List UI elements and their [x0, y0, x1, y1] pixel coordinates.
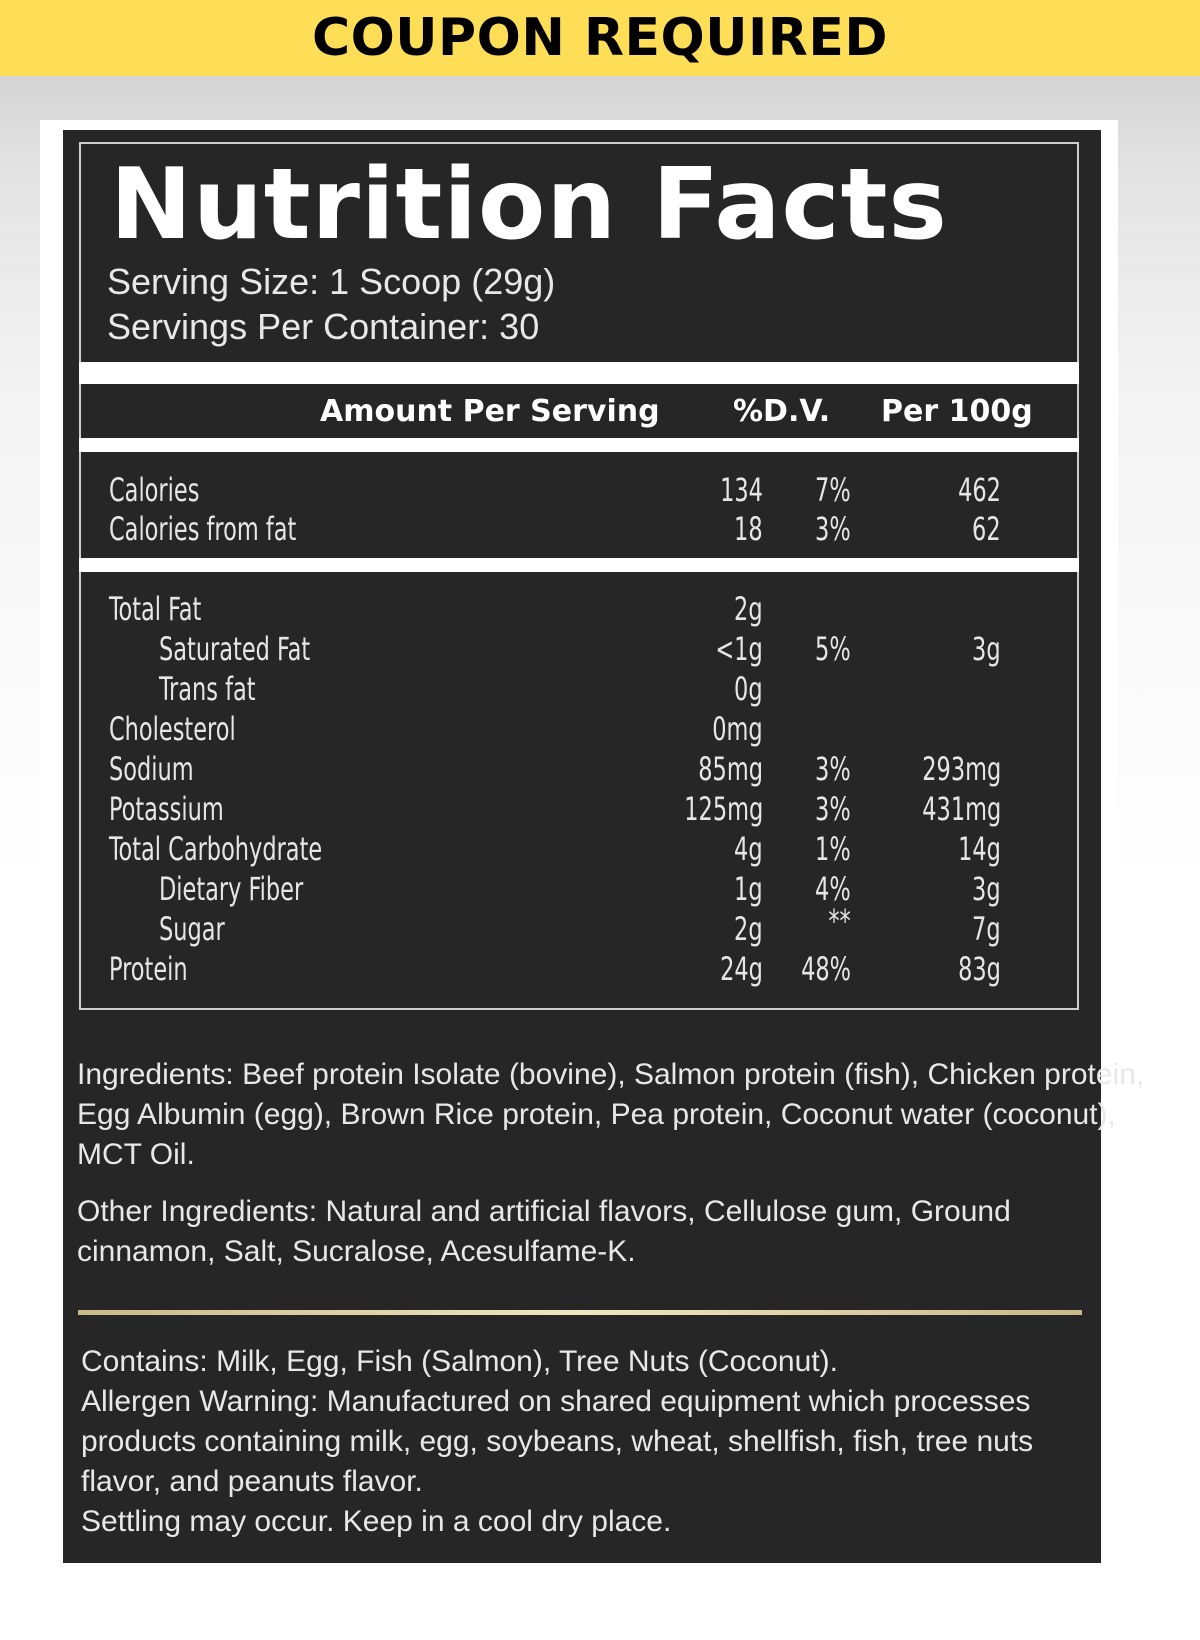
daily-value: 1%: [815, 830, 851, 868]
allergen-line: Contains: Milk, Egg, Fish (Salmon), Tree Nuts (Coconut).: [81, 1345, 838, 1378]
ingredients-line: Egg Albumin (egg), Brown Rice protein, Pea protein, Coconut water (coconut),: [77, 1098, 1116, 1131]
amount-per-serving: 125mg: [684, 790, 763, 828]
amount-per-serving: <1g: [715, 630, 763, 668]
allergen-line: Settling may occur. Keep in a cool dry place.: [81, 1505, 672, 1538]
per-100g: 3g: [972, 630, 1001, 668]
per-100g: 83g: [958, 950, 1001, 988]
daily-value: 3%: [815, 790, 851, 828]
other-ingredients-line: cinnamon, Salt, Sucralose, Acesulfame-K.: [77, 1235, 636, 1268]
nutrient-name: Dietary Fiber: [159, 870, 304, 908]
amount-per-serving: 0mg: [712, 710, 763, 748]
column-header-dv: %D.V.: [733, 394, 831, 429]
ingredients-text: [77, 1055, 1145, 1175]
amount-per-serving: 24g: [720, 950, 763, 988]
per-100g: 293mg: [922, 750, 1001, 788]
serving-size: Serving Size: 1 Scoop (29g): [107, 261, 556, 302]
nutrient-row: [79, 829, 1079, 869]
ingredients-line: MCT Oil.: [77, 1138, 195, 1171]
per-100g: 462: [958, 471, 1001, 509]
allergen-text: [81, 1342, 1091, 1542]
daily-value: **: [828, 902, 851, 940]
nutrient-row: [79, 709, 1079, 749]
daily-value: 7%: [815, 471, 851, 509]
nutrient-row: [79, 629, 1079, 669]
amount-per-serving: 2g: [734, 910, 763, 948]
nutrient-row: [79, 589, 1079, 629]
amount-per-serving: 18: [734, 510, 763, 548]
per-100g: 431mg: [922, 790, 1001, 828]
nutrient-row: [79, 789, 1079, 829]
daily-value: 3%: [815, 510, 851, 548]
nutrient-row: [79, 749, 1079, 789]
amount-per-serving: 85mg: [698, 750, 763, 788]
nutrient-row: [79, 669, 1079, 709]
nutrient-name: Cholesterol: [109, 710, 236, 748]
daily-value: 3%: [815, 750, 851, 788]
nutrient-name: Potassium: [109, 790, 224, 828]
nutrient-row: [79, 869, 1079, 909]
per-100g: 7g: [972, 910, 1001, 948]
ingredients-line: Ingredients: Beef protein Isolate (bovine), Salmon protein (fish), Chicken protein,: [77, 1058, 1145, 1091]
allergen-line: products containing milk, egg, soybeans, wheat, shellfish, fish, tree nuts: [81, 1425, 1034, 1458]
nutrient-name: Sugar: [159, 910, 225, 948]
amount-per-serving: 1g: [734, 870, 763, 908]
nutrient-row: [79, 470, 1079, 510]
nutrient-name: Protein: [109, 950, 188, 988]
amount-per-serving: 2g: [734, 590, 763, 628]
daily-value: 5%: [815, 630, 851, 668]
amount-per-serving: 134: [720, 471, 763, 509]
amount-per-serving: 4g: [734, 830, 763, 868]
allergen-line: flavor, and peanuts flavor.: [81, 1465, 423, 1498]
header-divider: [79, 438, 1079, 452]
column-header-amount: Amount Per Serving: [320, 394, 660, 429]
nutrient-name: Calories: [109, 471, 200, 509]
nutrient-name: Trans fat: [159, 670, 256, 708]
nutrient-name: Total Carbohydrate: [109, 830, 323, 868]
gold-divider: [78, 1310, 1082, 1315]
column-header-per100g: Per 100g: [881, 394, 1033, 429]
nutrient-row: [79, 902, 1079, 949]
daily-value: 4%: [815, 870, 851, 908]
allergen-line: Allergen Warning: Manufactured on shared equipment which processes: [81, 1385, 1031, 1418]
nutrient-name: Total Fat: [109, 590, 202, 628]
thick-divider: [79, 362, 1079, 384]
nutrient-name: Calories from fat: [109, 510, 297, 548]
servings-per-container: Servings Per Container: 30: [107, 306, 540, 347]
per-100g: 62: [972, 510, 1001, 548]
nutrient-name: Saturated Fat: [159, 630, 311, 668]
coupon-banner-text: COUPON REQUIRED: [311, 8, 889, 68]
per-100g: 14g: [958, 830, 1001, 868]
other-ingredients-line: Other Ingredients: Natural and artificial flavors, Cellulose gum, Ground: [77, 1195, 1011, 1228]
amount-per-serving: 0g: [734, 670, 763, 708]
nutrition-facts-title: Nutrition Facts: [110, 148, 948, 262]
nutrient-name: Sodium: [109, 750, 194, 788]
nutrient-row: [79, 509, 1079, 549]
calories-divider: [79, 558, 1079, 572]
coupon-banner: [0, 0, 1200, 76]
nutrient-row: [79, 949, 1079, 989]
other-ingredients-text: [77, 1192, 1087, 1272]
daily-value: 48%: [801, 950, 851, 988]
per-100g: 3g: [972, 870, 1001, 908]
